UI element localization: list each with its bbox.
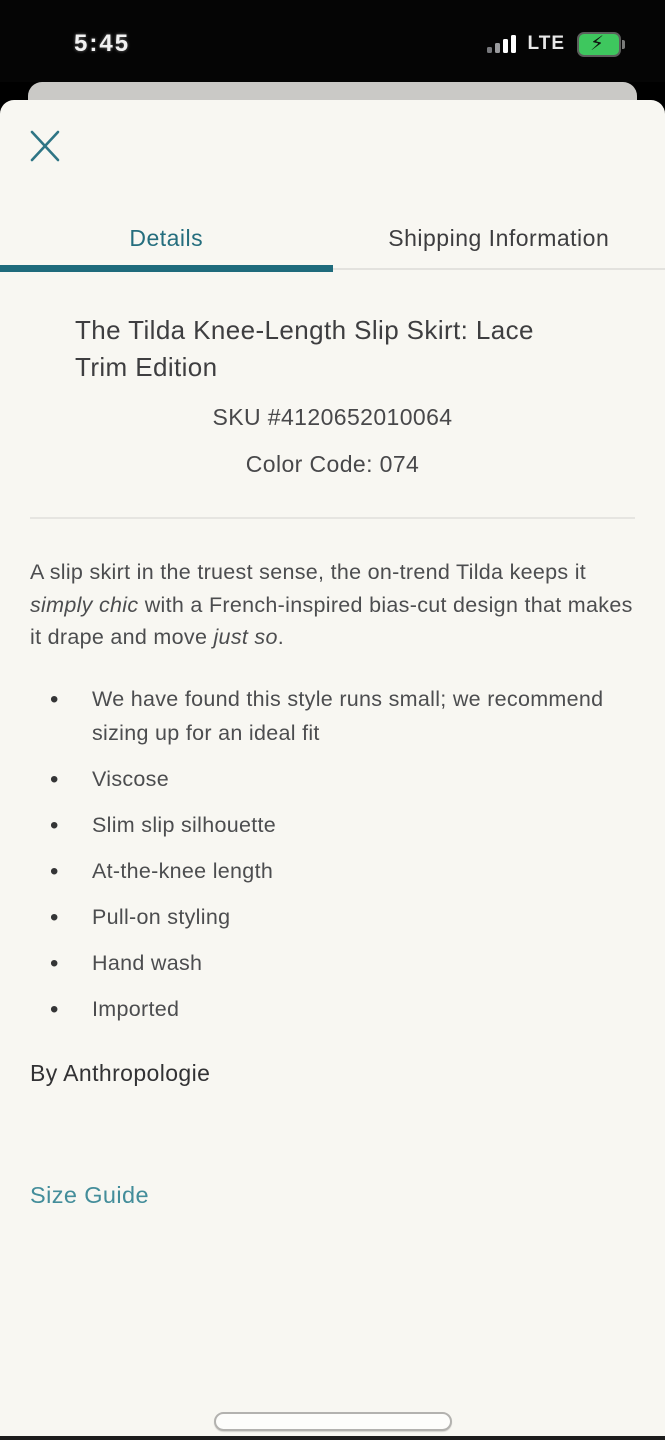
- status-bar: [0, 0, 665, 82]
- close-icon: [30, 130, 60, 162]
- list-item: • Slim slip silhouette: [30, 809, 637, 843]
- section-divider: [30, 517, 635, 519]
- status-time: 5:45: [74, 30, 131, 57]
- size-guide-link[interactable]: Size Guide: [30, 1182, 149, 1208]
- tab-bar: [0, 204, 665, 272]
- list-item: • Pull-on styling: [30, 901, 637, 935]
- product-color-code: Color Code: 074: [245, 451, 420, 477]
- product-sku: SKU #4120652010064: [212, 404, 453, 430]
- battery-charging-icon: [577, 32, 627, 57]
- description-italic: just so: [213, 625, 278, 649]
- list-item: • Imported: [30, 993, 637, 1027]
- product-details-sheet: [0, 100, 665, 1436]
- network-type-label: LTE: [527, 33, 565, 54]
- tab-shipping-information[interactable]: Shipping Information: [388, 224, 610, 251]
- status-icons: [487, 30, 627, 58]
- description-text: with a French-inspired bias-cut design that makes it drape and move: [30, 592, 633, 649]
- brand-attribution: By Anthropologie: [30, 1060, 211, 1086]
- product-title: The Tilda Knee-Length Slip Skirt: Lace Trim Edition: [75, 315, 534, 382]
- description-text: A slip skirt in the truest sense, the on-trend Tilda keeps it: [30, 560, 587, 584]
- product-feature-list: [30, 683, 637, 1039]
- list-item: • We have found this style runs small; we recommend sizing up for an ideal fit: [30, 683, 637, 750]
- tab-baseline: [333, 268, 665, 270]
- tab-details[interactable]: Details: [129, 224, 204, 251]
- cellular-signal-icon: [487, 35, 516, 53]
- screen-bottom-edge: [0, 1436, 665, 1440]
- active-tab-indicator: [0, 265, 333, 272]
- home-indicator-handle[interactable]: [214, 1412, 452, 1431]
- close-button[interactable]: [26, 126, 64, 166]
- list-item: • Hand wash: [30, 947, 637, 981]
- description-italic: simply chic: [30, 592, 139, 617]
- list-item: • Viscose: [30, 763, 637, 797]
- product-description: [30, 556, 637, 654]
- list-item: • At-the-knee length: [30, 855, 637, 889]
- description-text: .: [277, 625, 285, 649]
- charging-bolt-icon: ⚡︎: [590, 32, 605, 55]
